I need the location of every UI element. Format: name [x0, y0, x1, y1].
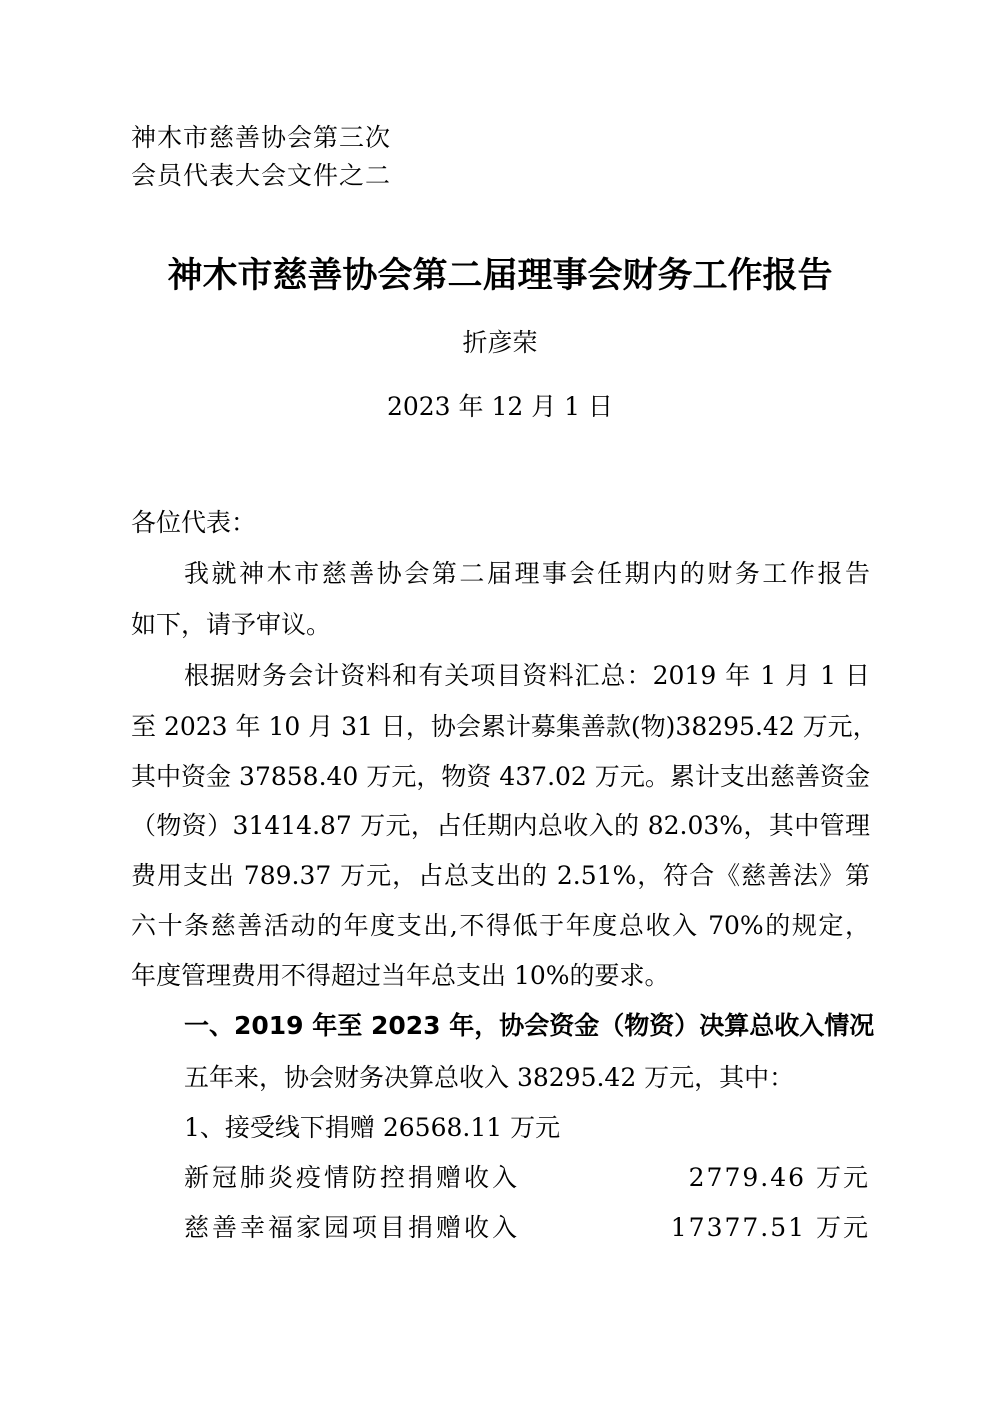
paragraph-2-line-4: （物资）31414.87 万元，占任期内总收入的 82.03%，其中管理: [131, 811, 870, 840]
paragraph-1-line-2: 如下，请予审议。: [131, 610, 332, 639]
report-date: 2023 年 12 月 1 日: [386, 392, 614, 421]
section-1-heading: 一、2019 年至 2023 年，协会资金（物资）决算总收入情况: [184, 1011, 875, 1040]
header-line-2: 会员代表大会文件之二: [131, 161, 392, 190]
paragraph-1-line-1: 我就神木市慈善协会第二届理事会任期内的财务工作报告: [184, 559, 870, 588]
paragraph-2-line-3: 其中资金 37858.40 万元，物资 437.02 万元。累计支出慈善资金: [131, 762, 870, 791]
paragraph-2-line-2: 至 2023 年 10 月 31 日，协会累计募集善款(物)38295.42 万元，: [131, 712, 878, 741]
section-1-item-1: 1、接受线下捐赠 26568.11 万元: [184, 1113, 561, 1142]
paragraph-2-line-6: 六十条慈善活动的年度支出,不得低于年度总收入 70%的规定，: [131, 911, 870, 940]
section-1-summary: 五年来，协会财务决算总收入 38295.42 万元，其中：: [184, 1063, 795, 1092]
paragraph-2-line-5: 费用支出 789.37 万元，占总支出的 2.51%，符合《慈善法》第: [131, 861, 870, 890]
income-row-label: 慈善幸福家园项目捐赠收入: [184, 1213, 521, 1242]
income-row-amount: 2779.46 万元: [688, 1163, 870, 1192]
header-line-1: 神木市慈善协会第三次: [131, 123, 392, 152]
income-row: [184, 1208, 870, 1248]
salutation: 各位代表：: [131, 508, 257, 537]
paragraph-2-line-7: 年度管理费用不得超过当年总支出 10%的要求。: [131, 961, 670, 990]
author: 折彦荣: [462, 328, 538, 357]
income-row-amount: 17377.51 万元: [670, 1213, 870, 1242]
document-title: 神木市慈善协会第二届理事会财务工作报告: [167, 255, 833, 296]
income-row-label: 新冠肺炎疫情防控捐赠收入: [184, 1163, 521, 1192]
paragraph-2-line-1: 根据财务会计资料和有关项目资料汇总：2019 年 1 月 1 日: [184, 661, 870, 690]
income-row: [184, 1158, 870, 1198]
